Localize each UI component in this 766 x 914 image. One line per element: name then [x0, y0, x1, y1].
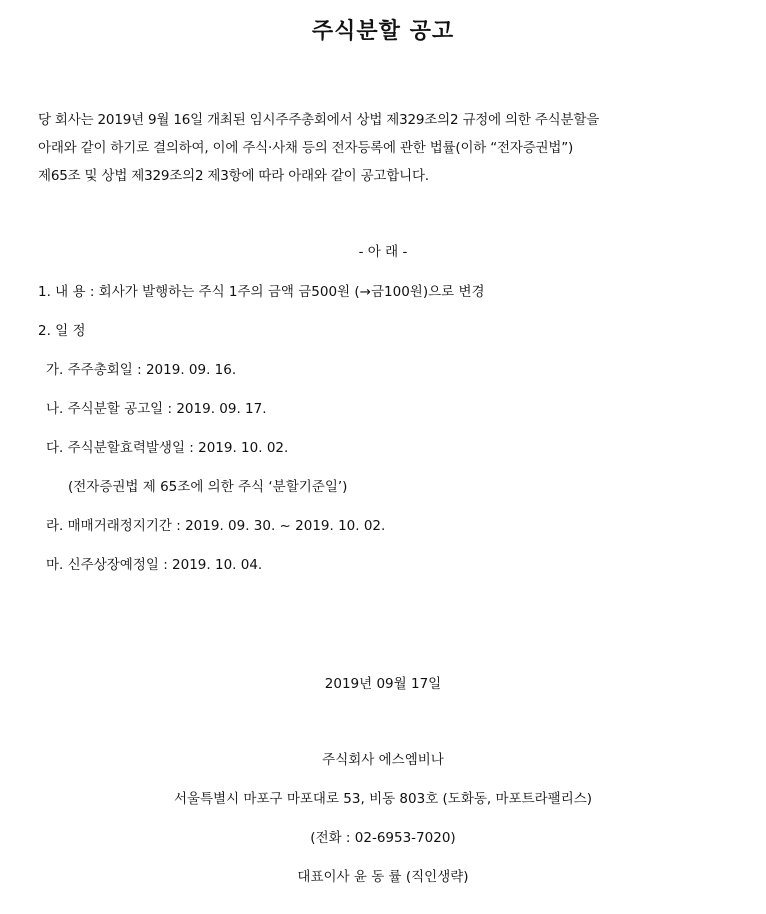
item-schedule-heading: 2. 일 정: [38, 323, 86, 339]
company-phone: (전화 : 02-6953-7020): [310, 830, 456, 846]
schedule-item: 가. 주주총회일 : 2019. 09. 16.: [46, 362, 237, 378]
notice-header: - 아 래 -: [358, 244, 408, 260]
intro-paragraph: [38, 106, 738, 190]
schedule-item: 다. 주식분할효력발생일 : 2019. 10. 02.: [46, 440, 289, 456]
schedule-item: 마. 신주상장예정일 : 2019. 10. 04.: [46, 557, 263, 573]
company-ceo: 대표이사 윤 동 률 (직인생략): [297, 869, 469, 885]
notice-date: 2019년 09월 17일: [324, 676, 442, 692]
intro-line: 아래와 같이 하기로 결의하여, 이에 주식·사채 등의 전자등록에 관한 법률(이하 “전자증권법”): [38, 140, 574, 156]
page-title: 주식분할 공고: [311, 19, 455, 44]
schedule-note: (전자증권법 제 65조에 의한 주식 ‘분할기준일’): [68, 479, 348, 495]
company-name: 주식회사 에스엠비나: [322, 752, 444, 768]
intro-line: 제65조 및 상법 제329조의2 제3항에 따라 아래와 같이 공고합니다.: [38, 168, 429, 184]
item-content: 1. 내 용 : 회사가 발행하는 주식 1주의 금액 금500원 (→금100원)으로 변경: [38, 284, 485, 300]
schedule-item: 나. 주식분할 공고일 : 2019. 09. 17.: [46, 401, 267, 417]
intro-line: 당 회사는 2019년 9월 16일 개최된 임시주주총회에서 상법 제329조의2 규정에 의한 주식분할을: [38, 112, 600, 128]
schedule-item: 라. 매매거래정지기간 : 2019. 09. 30. ~ 2019. 10. 02.: [46, 518, 386, 534]
company-address: 서울특별시 마포구 마포대로 53, 비동 803호 (도화동, 마포트라팰리스): [173, 791, 593, 807]
